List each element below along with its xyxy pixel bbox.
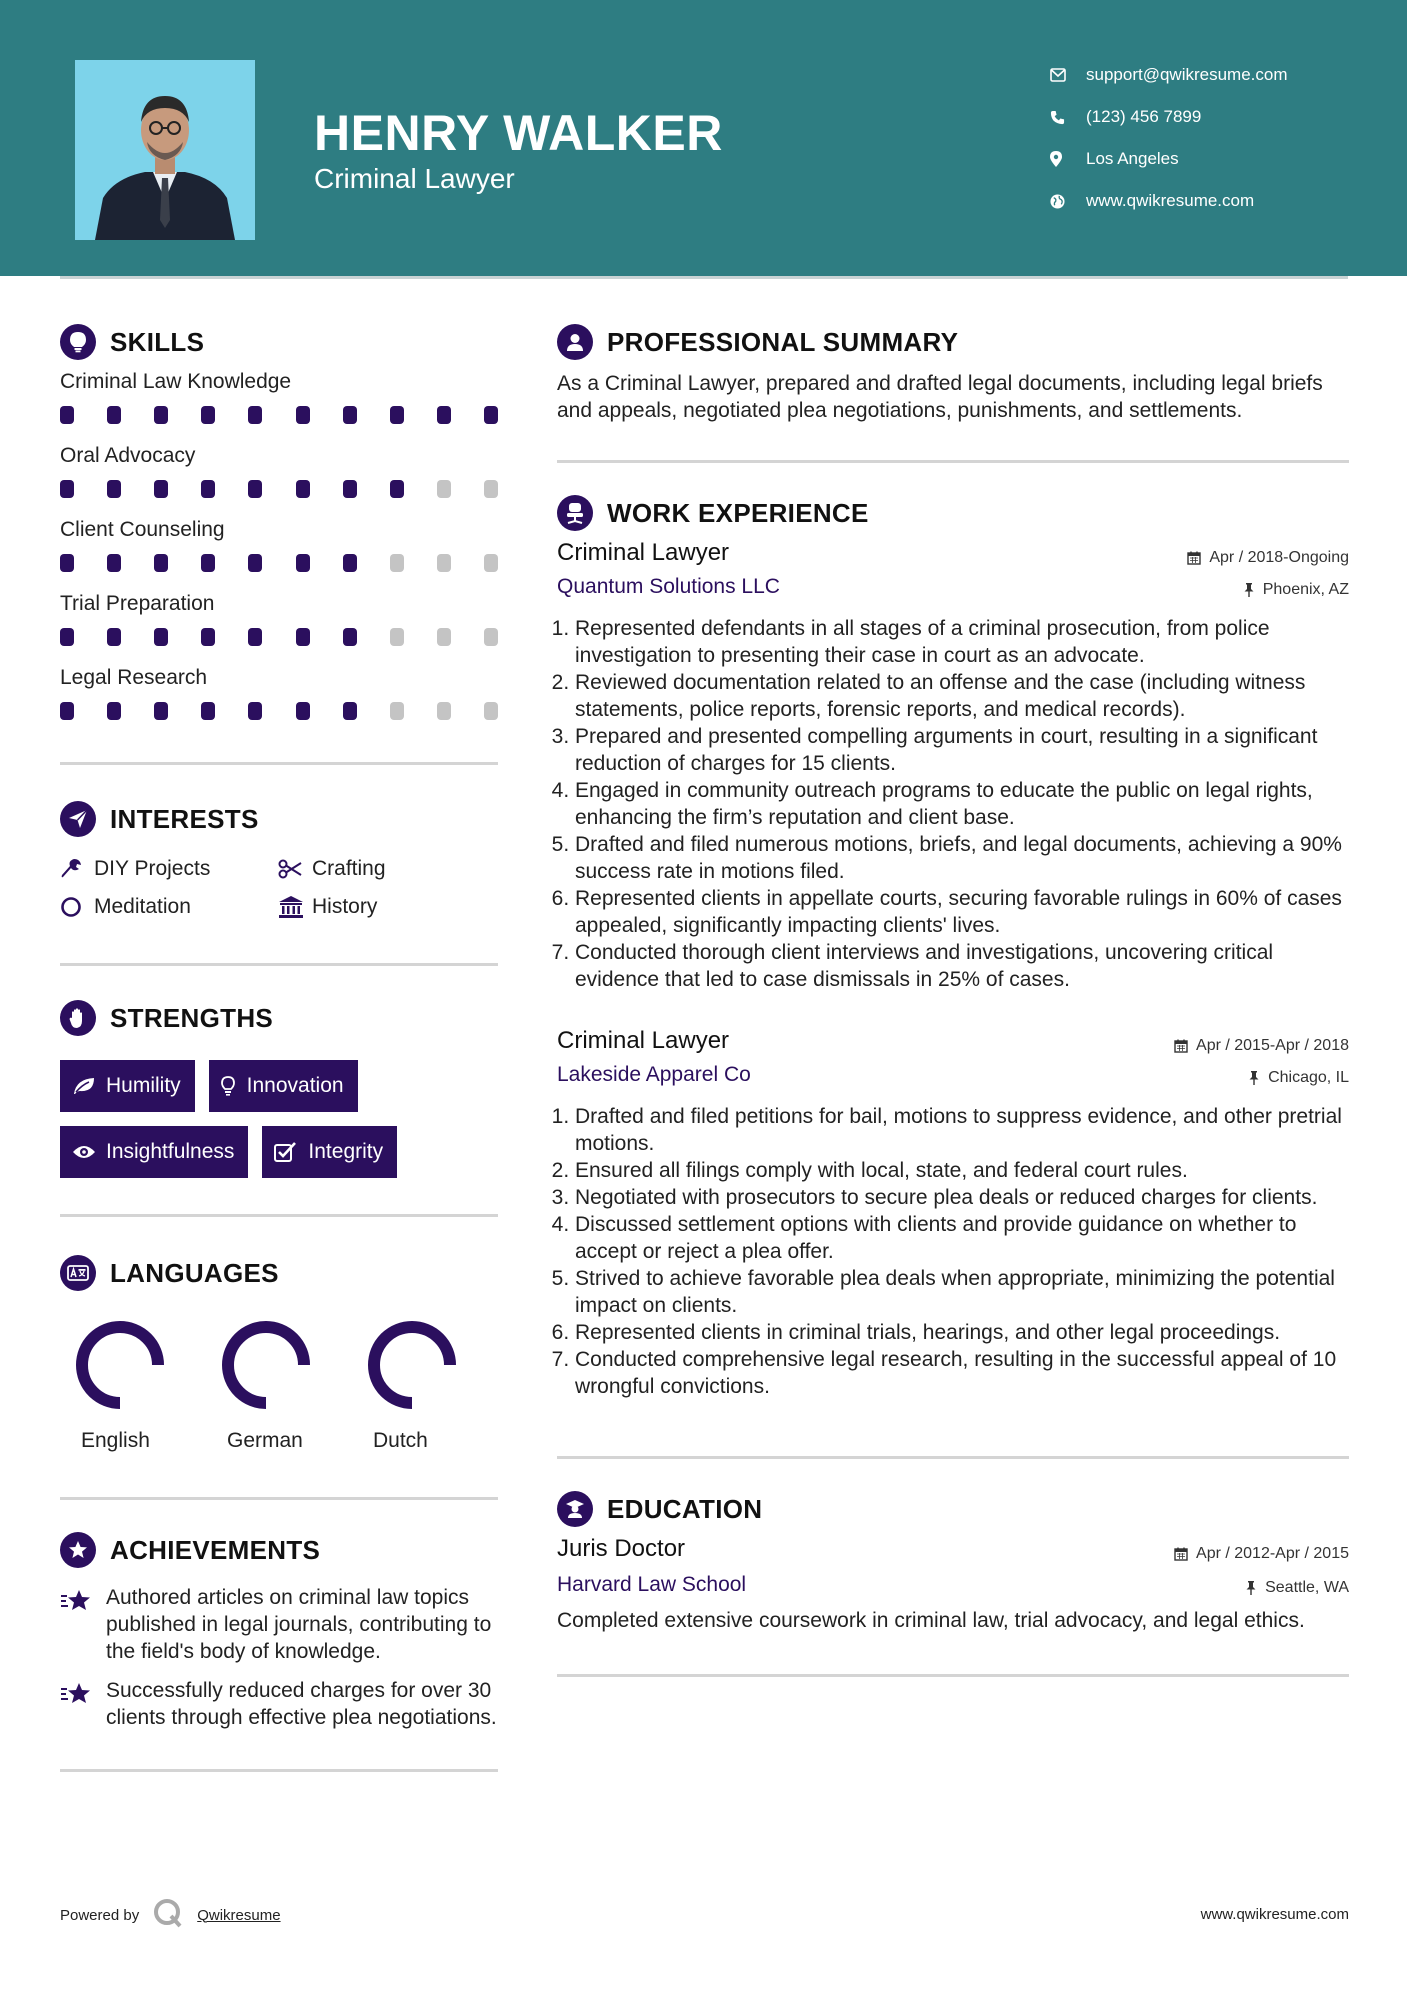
strengths-section — [60, 998, 498, 1217]
rating-dot — [248, 554, 262, 572]
star-badge-icon — [60, 1532, 96, 1568]
profile-photo — [75, 60, 255, 240]
map-pin-icon — [1050, 151, 1086, 167]
rating-dot — [484, 702, 498, 720]
strength-label: Insightfulness — [106, 1140, 235, 1163]
candidate-name: HENRY WALKER — [314, 105, 723, 161]
summary-divider — [557, 460, 1349, 463]
job-bullet: 4. Discussed settlement options with clients and provide guidance on whether to accept or reject a plea offer. — [575, 1211, 1349, 1265]
interests-divider — [60, 963, 498, 966]
achievement-text: Successfully reduced charges for over 30 clients through effective plea negotiations. — [106, 1679, 497, 1729]
education-location — [1245, 1579, 1349, 1597]
achievements-title: ACHIEVEMENTS — [110, 1534, 321, 1565]
contact-location — [1050, 138, 1288, 180]
skill-rating — [60, 702, 498, 720]
strengths-list — [60, 1060, 498, 1178]
degree-name: Juris Doctor — [557, 1535, 686, 1562]
skills-section — [60, 322, 498, 765]
rating-dot — [390, 480, 404, 498]
job-date — [1174, 1037, 1349, 1055]
education-title: EDUCATION — [607, 1493, 763, 1524]
work-title: WORK EXPERIENCE — [607, 497, 869, 528]
header-banner — [0, 0, 1407, 276]
job-bullet: 5. Drafted and filed numerous motions, briefs, and legal documents, achieving a 90% success rate in motions filed. — [575, 831, 1349, 885]
strength-tag — [60, 1126, 248, 1178]
rating-dot — [296, 406, 310, 424]
strength-label: Humility — [106, 1074, 181, 1097]
language-name: English — [81, 1429, 150, 1452]
job-title: Criminal Lawyer — [557, 539, 730, 566]
rating-dot — [437, 480, 451, 498]
job-bullet: 7. Conducted comprehensive legal research, resulting in the successful appeal of 10 wrongful convictions. — [575, 1346, 1349, 1400]
right-column — [557, 322, 1349, 1677]
skill-rating — [60, 480, 498, 498]
rating-dot — [107, 480, 121, 498]
job-bullet: 5. Strived to achieve favorable plea deals when appropriate, minimizing the potential impact on clients. — [575, 1265, 1349, 1319]
language-icon — [60, 1255, 96, 1291]
strengths-divider — [60, 1214, 498, 1217]
eye-icon — [72, 1144, 106, 1160]
scissors-icon — [278, 859, 312, 879]
graduate-icon — [557, 1491, 593, 1527]
phone-icon — [1050, 110, 1086, 125]
footer-website[interactable]: www.qwikresume.com — [1200, 1906, 1349, 1923]
left-column — [60, 322, 498, 1772]
rating-dot — [154, 406, 168, 424]
skill-rating — [60, 628, 498, 646]
strength-tag — [209, 1060, 358, 1112]
job-bullet: 1. Represented defendants in all stages of a criminal prosecution, from police investigation to presenting their case in court as an advocate. — [575, 615, 1349, 669]
office-chair-icon — [557, 495, 593, 531]
strength-tag — [262, 1126, 397, 1178]
pushpin-icon — [1248, 1071, 1260, 1085]
rating-dot — [154, 480, 168, 498]
rating-dot — [296, 480, 310, 498]
contact-location-text: Los Angeles — [1086, 149, 1179, 168]
job-bullet: 6. Represented clients in appellate courts, securing favorable rulings in 60% of cases appealed, significantly impacting clients' lives. — [575, 885, 1349, 939]
rating-dot — [60, 702, 74, 720]
job-bullet: 3. Prepared and presented compelling arguments in court, resulting in a significant reduction of charges for 15 clients. — [575, 723, 1349, 777]
school-name: Harvard Law School — [557, 1573, 747, 1596]
rating-dot — [107, 554, 121, 572]
contact-email[interactable] — [1050, 54, 1288, 96]
skill-rating — [60, 406, 498, 424]
powered-by-text: Powered by — [60, 1906, 140, 1924]
job-location — [1243, 581, 1349, 599]
footer-branding — [60, 1898, 281, 1932]
education-divider — [557, 1674, 1349, 1677]
job-title: Criminal Lawyer — [557, 1027, 730, 1054]
language-gauge — [364, 1317, 460, 1413]
skill-rating — [60, 554, 498, 572]
contact-phone-text: (123) 456 7899 — [1086, 107, 1202, 126]
contact-website[interactable] — [1050, 180, 1288, 222]
skills-title: SKILLS — [110, 326, 205, 357]
interests-list — [60, 857, 498, 919]
envelope-icon — [1050, 68, 1086, 82]
rating-dot — [248, 628, 262, 646]
skills-list — [60, 370, 498, 720]
achievements-divider — [60, 1769, 498, 1772]
interests-section — [60, 799, 498, 966]
job-location-text: Phoenix, AZ — [1262, 581, 1349, 598]
museum-icon — [278, 896, 312, 918]
interest-item — [60, 857, 278, 881]
company-name: Lakeside Apparel Co — [557, 1063, 751, 1086]
rating-dot — [154, 554, 168, 572]
rating-dot — [107, 702, 121, 720]
interests-title: INTERESTS — [110, 803, 259, 834]
job-entry — [557, 539, 1349, 993]
calendar-icon — [1174, 1547, 1188, 1561]
interest-item — [278, 895, 498, 919]
skill-name: Trial Preparation — [60, 592, 215, 615]
rating-dot — [390, 406, 404, 424]
job-bullet: 6. Represented clients in criminal trials, hearings, and other legal proceedings. — [575, 1319, 1349, 1346]
calendar-icon — [1174, 1039, 1188, 1053]
company-name: Quantum Solutions LLC — [557, 575, 780, 598]
rating-dot — [201, 480, 215, 498]
rating-dot — [343, 480, 357, 498]
rating-dot — [343, 628, 357, 646]
qwikresume-logo-icon — [153, 1898, 183, 1932]
interest-label: DIY Projects — [94, 857, 211, 880]
skill-name: Criminal Law Knowledge — [60, 370, 292, 393]
rating-dot — [154, 702, 168, 720]
contact-email-text: support@qwikresume.com — [1086, 65, 1288, 84]
summary-title: PROFESSIONAL SUMMARY — [607, 326, 959, 357]
rating-dot — [201, 702, 215, 720]
rating-dot — [154, 628, 168, 646]
language-gauge — [72, 1317, 168, 1413]
rating-dot — [201, 406, 215, 424]
interest-item — [278, 857, 498, 881]
education-date — [1174, 1545, 1349, 1563]
education-date-text: Apr / 2012-Apr / 2015 — [1196, 1545, 1349, 1562]
hand-icon — [60, 1000, 96, 1036]
summary-text: As a Criminal Lawyer, prepared and drafted legal documents, including legal briefs and appeals, negotiated plea negotiations, punishments, and settlements. — [557, 372, 1323, 422]
rating-dot — [390, 628, 404, 646]
rating-dot — [248, 480, 262, 498]
wrench-icon — [60, 858, 94, 880]
job-bullet: 1. Drafted and filed petitions for bail, motions to suppress evidence, and other pretrial motions. — [575, 1103, 1349, 1157]
languages-list — [60, 1317, 498, 1453]
rating-dot — [201, 554, 215, 572]
interest-label: Crafting — [312, 857, 386, 880]
achievement-item — [60, 1584, 498, 1665]
user-icon — [557, 324, 593, 360]
brand-link[interactable]: Qwikresume — [197, 1906, 281, 1924]
rating-dot — [107, 628, 121, 646]
rating-dot — [390, 554, 404, 572]
rating-dot — [60, 480, 74, 498]
rating-dot — [343, 554, 357, 572]
skill-name: Oral Advocacy — [60, 444, 196, 467]
work-divider — [557, 1456, 1349, 1459]
rating-dot — [60, 406, 74, 424]
achievement-text: Authored articles on criminal law topics published in legal journals, contributing to the field's body of knowledge. — [106, 1586, 492, 1663]
strength-label: Integrity — [308, 1140, 384, 1163]
education-location-text: Seattle, WA — [1265, 1579, 1349, 1596]
rating-dot — [296, 628, 310, 646]
job-bullet: 3. Negotiated with prosecutors to secure plea deals or reduced charges for clients. — [575, 1184, 1349, 1211]
job-date-text: Apr / 2018-Ongoing — [1209, 549, 1349, 566]
pushpin-icon — [1243, 583, 1255, 597]
rating-dot — [484, 406, 498, 424]
rating-dot — [437, 628, 451, 646]
paper-plane-icon — [60, 801, 96, 837]
rating-dot — [437, 406, 451, 424]
interest-label: History — [312, 895, 378, 918]
contact-list — [1050, 54, 1288, 222]
rating-dot — [390, 702, 404, 720]
language-gauge — [218, 1317, 314, 1413]
job-bullets — [557, 1103, 1349, 1400]
lightbulb-icon — [221, 1076, 247, 1096]
skill-name: Client Counseling — [60, 518, 225, 541]
rating-dot — [343, 406, 357, 424]
achievement-item — [60, 1677, 498, 1731]
job-date-text: Apr / 2015-Apr / 2018 — [1196, 1037, 1349, 1054]
rating-dot — [201, 628, 215, 646]
language-item — [206, 1317, 352, 1453]
education-section — [557, 1489, 1349, 1677]
stars-icon — [60, 1584, 106, 1665]
job-location-text: Chicago, IL — [1268, 1069, 1349, 1086]
language-item — [352, 1317, 498, 1453]
interest-item — [60, 895, 278, 919]
rating-dot — [248, 702, 262, 720]
job-location — [1248, 1069, 1349, 1087]
rating-dot — [107, 406, 121, 424]
header-divider — [60, 276, 1348, 279]
lightbulb-icon — [60, 324, 96, 360]
skill-name: Legal Research — [60, 666, 208, 689]
languages-section — [60, 1253, 498, 1500]
education-text: Completed extensive coursework in criminal law, trial advocacy, and legal ethics. — [557, 1609, 1305, 1632]
rating-dot — [296, 554, 310, 572]
rating-dot — [343, 702, 357, 720]
circle-icon — [60, 896, 94, 918]
rating-dot — [296, 702, 310, 720]
leaf-icon — [72, 1077, 106, 1095]
language-item — [60, 1317, 206, 1453]
skills-divider — [60, 762, 498, 765]
strengths-title: STRENGTHS — [110, 1002, 274, 1033]
rating-dot — [484, 554, 498, 572]
strength-tag — [60, 1060, 195, 1112]
summary-section — [557, 322, 1349, 463]
job-entry — [557, 1027, 1349, 1400]
rating-dot — [484, 628, 498, 646]
contact-phone[interactable] — [1050, 96, 1288, 138]
job-bullets — [557, 615, 1349, 993]
achievements-section — [60, 1530, 498, 1772]
job-date — [1187, 549, 1349, 567]
rating-dot — [437, 554, 451, 572]
strength-label: Innovation — [246, 1074, 344, 1097]
job-bullet: 2. Reviewed documentation related to an offense and the case (including witness statements, police reports, forensic reports, and medical records). — [575, 669, 1349, 723]
contact-website-text: www.qwikresume.com — [1086, 191, 1255, 210]
language-name: German — [227, 1429, 303, 1452]
rating-dot — [60, 628, 74, 646]
job-bullet: 4. Engaged in community outreach programs to educate the public on legal rights, enhancing the firm’s reputation and client base. — [575, 777, 1349, 831]
rating-dot — [248, 406, 262, 424]
work-section — [557, 493, 1349, 1459]
rating-dot — [437, 702, 451, 720]
job-bullet: 2. Ensured all filings comply with local, state, and federal court rules. — [575, 1157, 1349, 1184]
rating-dot — [484, 480, 498, 498]
checkbox-icon — [274, 1142, 308, 1162]
candidate-role: Criminal Lawyer — [314, 163, 515, 194]
interest-label: Meditation — [94, 895, 191, 918]
job-bullet: 7. Conducted thorough client interviews and investigations, uncovering critical evidence that led to case dismissals in 25% of cases. — [575, 939, 1349, 993]
language-name: Dutch — [373, 1429, 428, 1452]
calendar-icon — [1187, 551, 1201, 565]
rating-dot — [60, 554, 74, 572]
stars-icon — [60, 1677, 106, 1731]
pushpin-icon — [1245, 1581, 1257, 1595]
languages-title: LANGUAGES — [110, 1257, 279, 1288]
globe-icon — [1050, 194, 1086, 209]
languages-divider — [60, 1497, 498, 1500]
